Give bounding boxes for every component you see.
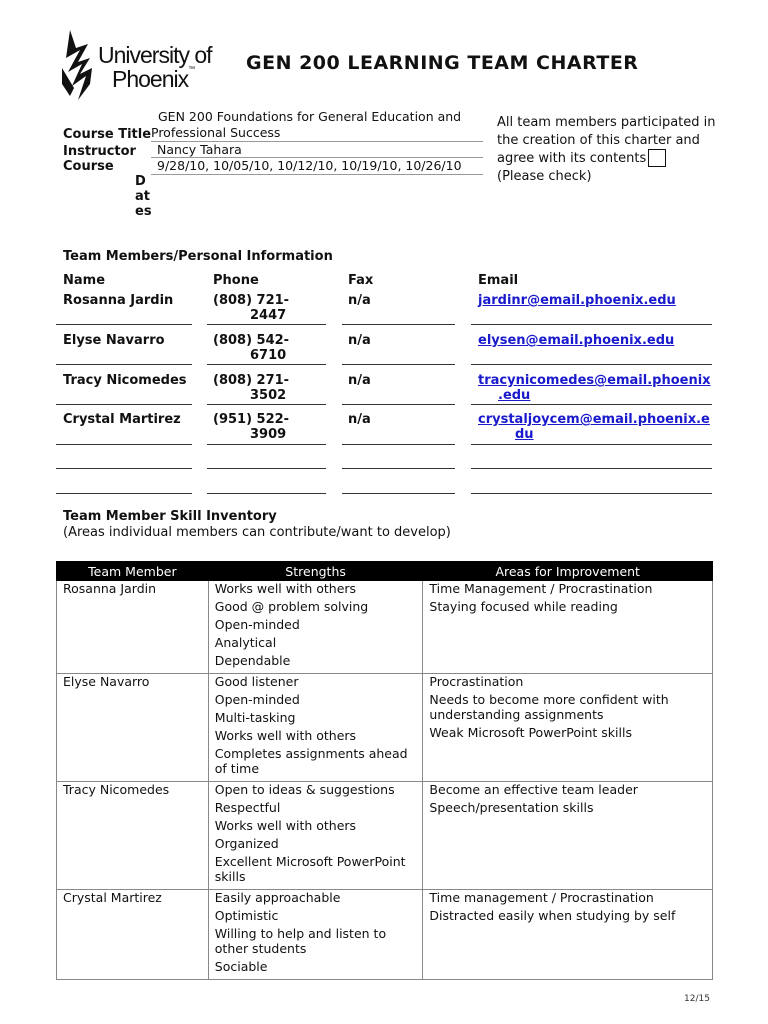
member-fax: n/a	[348, 293, 371, 308]
skills-subtitle: (Areas individual members can contribute/want to develop)	[63, 525, 451, 540]
agreement-text: All team members participated in the creation of this charter and agree with its contents (Please check)	[497, 115, 716, 184]
course-title-value-2: Professional Success	[151, 125, 281, 140]
header-phone: Phone	[213, 273, 259, 288]
instructor-value: Nancy Tahara	[157, 142, 242, 157]
col-team-member: Team Member	[57, 562, 209, 581]
table-row	[57, 890, 713, 980]
cell-strengths: Good listener Open-minded Multi-tasking Works well with others Completes assignments ahead of time	[208, 674, 423, 782]
cell-member: Elyse Navarro	[57, 674, 209, 782]
cell-member: Tracy Nicomedes	[57, 782, 209, 890]
member-fax: n/a	[348, 333, 371, 348]
member-name: Crystal Martirez	[63, 412, 181, 427]
col-improvement: Areas for Improvement	[423, 562, 713, 581]
table-row	[57, 782, 713, 890]
header-name: Name	[63, 273, 106, 288]
logo-line2: Phoenix™	[112, 66, 195, 92]
header-email: Email	[478, 273, 519, 288]
member-fax: n/a	[348, 373, 371, 388]
member-email-link[interactable]: tracynicomedes@email.phoenix .edu	[478, 373, 711, 403]
instructor-label: Instructor	[63, 144, 136, 159]
course-title-label: Course Title	[63, 127, 152, 142]
dates-label-2: at	[135, 189, 150, 204]
dates-underline	[151, 174, 483, 175]
skills-title: Team Member Skill Inventory	[63, 509, 277, 524]
col-strengths: Strengths	[208, 562, 423, 581]
logo-line1: University of	[98, 42, 212, 68]
course-label: Course	[63, 159, 114, 174]
member-phone: (951) 522- 3909	[213, 412, 290, 442]
skills-header-row	[57, 562, 713, 581]
team-members-title: Team Members/Personal Information	[63, 249, 333, 264]
member-name: Elyse Navarro	[63, 333, 165, 348]
member-email-link[interactable]: elysen@email.phoenix.edu	[478, 333, 675, 348]
cell-strengths: Open to ideas & suggestions Respectful Works well with others Organized Excellent Microsoft PowerPoint skills	[208, 782, 423, 890]
dates-label-3: es	[135, 204, 152, 219]
table-row	[57, 674, 713, 782]
cell-strengths: Works well with others Good @ problem solving Open-minded Analytical Dependable	[208, 581, 423, 674]
member-phone: (808) 721- 2447	[213, 293, 290, 323]
cell-improvement: Procrastination Needs to become more confident with understanding assignments Weak Microsoft PowerPoint skills	[423, 674, 713, 782]
cell-improvement: Time Management / Procrastination Staying focused while reading	[423, 581, 713, 674]
dates-label-1: D	[135, 174, 146, 189]
member-name: Rosanna Jardin	[63, 293, 174, 308]
course-title-value-1: GEN 200 Foundations for General Education and	[158, 109, 462, 124]
university-of-phoenix-logo	[60, 28, 230, 106]
phoenix-bird-icon	[60, 28, 100, 106]
skills-table	[56, 561, 713, 980]
cell-improvement: Time management / Procrastination Distracted easily when studying by self	[423, 890, 713, 980]
member-phone: (808) 542- 6710	[213, 333, 290, 363]
page-number: 12/15	[684, 994, 710, 1004]
member-phone: (808) 271- 3502	[213, 373, 290, 403]
member-name: Tracy Nicomedes	[63, 373, 187, 388]
cell-member: Rosanna Jardin	[57, 581, 209, 674]
table-row	[57, 581, 713, 674]
agreement-checkbox[interactable]	[648, 149, 666, 167]
cell-member: Crystal Martirez	[57, 890, 209, 980]
cell-strengths: Easily approachable Optimistic Willing to help and listen to other students Sociable	[208, 890, 423, 980]
member-email-link[interactable]: jardinr@email.phoenix.edu	[478, 293, 676, 308]
member-email-link[interactable]: crystaljoycem@email.phoenix.e du	[478, 412, 710, 442]
cell-improvement: Become an effective team leader Speech/presentation skills	[423, 782, 713, 890]
page-title: GEN 200 LEARNING TEAM CHARTER	[246, 52, 639, 74]
member-fax: n/a	[348, 412, 371, 427]
dates-value: 9/28/10, 10/05/10, 10/12/10, 10/19/10, 10/26/10	[157, 158, 462, 173]
header-fax: Fax	[348, 273, 374, 288]
